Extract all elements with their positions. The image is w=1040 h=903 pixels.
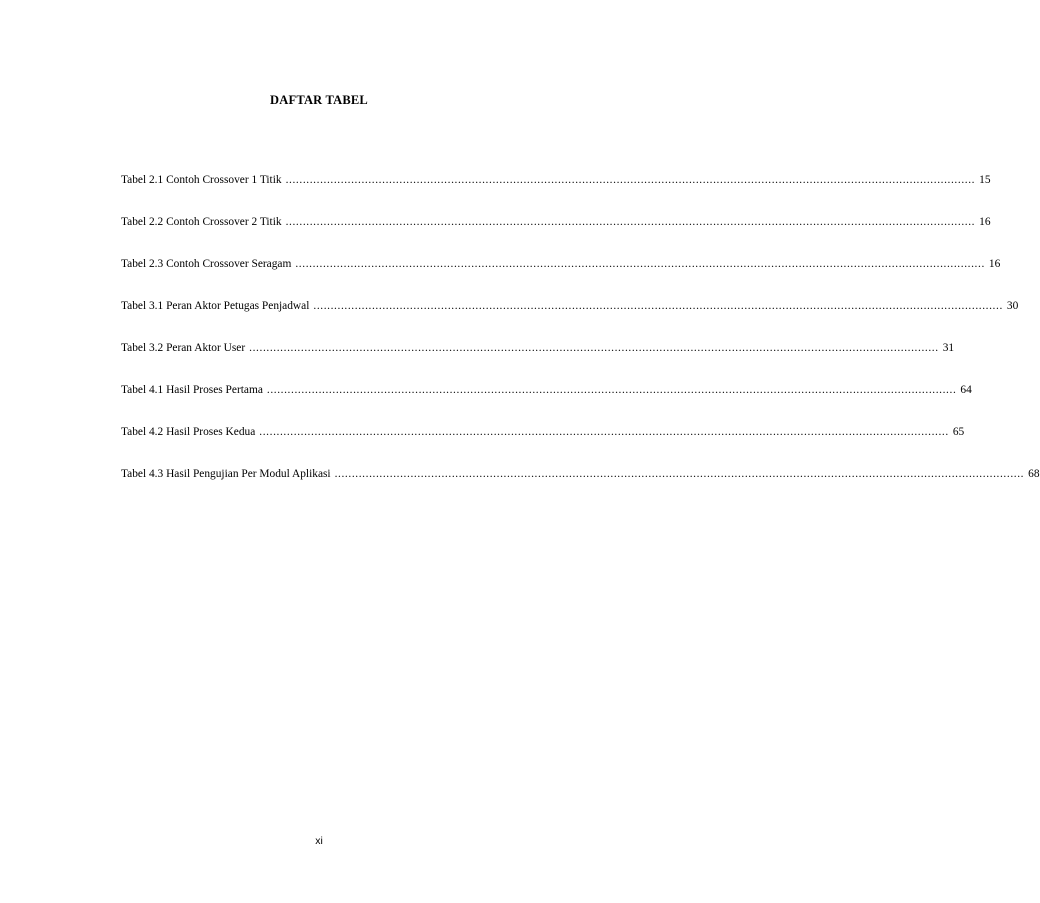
table-list-item[interactable]: [121, 298, 1019, 340]
dot-leader: ........................................................................................................................................................................................................: [249, 342, 939, 354]
table-entry-page: 65: [952, 426, 965, 438]
table-entry-page: 68: [1028, 468, 1040, 480]
table-entry-label: Tabel 2.3 Contoh Crossover Seragam: [121, 258, 292, 270]
page-title: DAFTAR TABEL: [270, 93, 368, 107]
table-entry-page: 15: [979, 174, 991, 186]
table-list: [121, 172, 1040, 508]
table-list-item[interactable]: [121, 214, 991, 256]
table-list-item[interactable]: [121, 382, 972, 424]
table-entry-label: Tabel 4.2 Hasil Proses Kedua: [121, 426, 256, 438]
table-entry-label: Tabel 4.3 Hasil Pengujian Per Modul Aplikasi: [121, 468, 331, 480]
table-list-item[interactable]: [121, 172, 991, 214]
dot-leader: ........................................................................................................................................................................................................: [266, 384, 957, 396]
table-entry-page: 31: [942, 342, 955, 354]
dot-leader: ........................................................................................................................................................................................................: [285, 216, 976, 228]
table-list-item[interactable]: [121, 340, 955, 382]
table-entry-page: 16: [979, 216, 991, 228]
dot-leader: ........................................................................................................................................................................................................: [285, 174, 976, 186]
table-entry-page: 30: [1006, 300, 1019, 312]
dot-leader: ........................................................................................................................................................................................................: [295, 258, 985, 270]
table-list-item[interactable]: [121, 424, 965, 466]
dot-leader: ........................................................................................................................................................................................................: [334, 468, 1025, 480]
dot-leader: ........................................................................................................................................................................................................: [313, 300, 1003, 312]
table-entry-page: 16: [988, 258, 1001, 270]
table-entry-label: Tabel 3.1 Peran Aktor Petugas Penjadwal: [121, 300, 310, 312]
table-entry-label: Tabel 3.2 Peran Aktor User: [121, 342, 246, 354]
table-entry-label: Tabel 2.2 Contoh Crossover 2 Titik: [121, 216, 282, 228]
table-entry-label: Tabel 2.1 Contoh Crossover 1 Titik: [121, 174, 282, 186]
table-entry-label: Tabel 4.1 Hasil Proses Pertama: [121, 384, 263, 396]
table-list-item[interactable]: [121, 466, 1040, 508]
table-entry-page: 64: [960, 384, 972, 396]
dot-leader: ........................................................................................................................................................................................................: [259, 426, 949, 438]
page-number: xi: [315, 835, 323, 847]
table-list-item[interactable]: [121, 256, 1001, 298]
